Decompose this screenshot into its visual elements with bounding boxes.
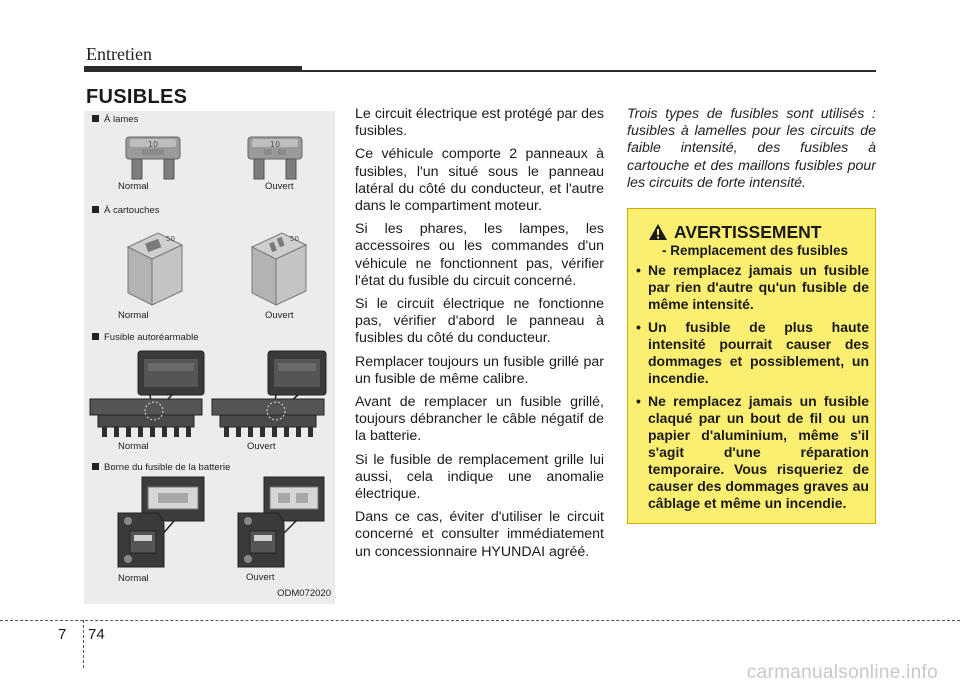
header-rule-thick xyxy=(84,66,302,72)
warning-item: • Ne remplacez jamais un fusible claqué par un bout de fil ou un papier d'aluminium, même s'il s'agit d'une réparation temporaire. Vous risqueriez de causer des dommages graves au câblage et même un incendie. xyxy=(636,393,869,511)
figure-code: ODM072020 xyxy=(277,588,331,599)
watermark-text: carmanualsonline.info xyxy=(746,662,938,683)
battery-fuse-open-image xyxy=(234,475,328,571)
body-paragraph: Dans ce cas, éviter d'utiliser le circuit concerné et consulter immédiatement un concessionnaire HYUNDAI agréé. xyxy=(355,509,604,560)
fuse-types-intro: Trois types de fusibles sont utilisés : fusibles à lamelles pour les circuits de faible intensité, des fusibles à cartouche et des maillons fusibles pour les circuits de forte intensité. xyxy=(627,106,876,191)
body-paragraph: Si les phares, les lampes, les accessoires ou les commandes d'un véhicule ne fonctionnent pas, vérifier l'état du fusible du circuit concerné. xyxy=(355,221,604,289)
label-normal: Normal xyxy=(118,181,149,192)
section-title: FUSIBLES xyxy=(86,86,188,108)
warning-triangle-icon xyxy=(648,223,668,241)
self-reset-fuse-normal-image xyxy=(88,349,206,439)
self-reset-fuse-open-image xyxy=(210,349,328,439)
body-paragraph: Avant de remplacer un fusible grillé, toujours débrancher le câble négatif de la batterie. xyxy=(355,394,604,445)
body-paragraph: Si le fusible de remplacement grille lui aussi, cela indique une anomalie électrique. xyxy=(355,451,604,503)
svg-text:50: 50 xyxy=(166,235,175,243)
chapter-number: 7 xyxy=(58,626,67,643)
label-normal: Normal xyxy=(118,441,149,452)
fuse-types-figure xyxy=(84,111,335,604)
cartridge-fuse-normal-image xyxy=(118,227,188,309)
body-paragraph: Si le circuit électrique ne fonctionne pas, vérifier d'abord le panneau à fusibles du côté du conducteur. xyxy=(355,296,604,347)
cartridge-fuse-open-image xyxy=(242,227,312,309)
label-open: Ouvert xyxy=(246,572,275,583)
header-rule-thin xyxy=(302,70,876,72)
caption-cartridge: À cartouches xyxy=(92,205,159,216)
body-paragraph: Remplacer toujours un fusible grillé par un fusible de même calibre. xyxy=(355,353,604,387)
blade-fuse-normal-image xyxy=(122,133,184,183)
label-open: Ouvert xyxy=(247,441,276,452)
caption-blade: À lames xyxy=(92,114,138,125)
warning-header xyxy=(648,221,821,243)
footer-divider xyxy=(83,620,84,668)
warning-list xyxy=(636,262,869,518)
svg-text:10: 10 xyxy=(147,140,159,149)
blade-fuse-open-image xyxy=(244,133,306,183)
warning-box xyxy=(627,208,876,524)
page-number: 74 xyxy=(88,626,105,643)
page-header-title: Entretien xyxy=(86,44,152,64)
label-normal: Normal xyxy=(118,573,149,584)
warning-item: • Un fusible de plus haute intensité pourrait causer des dommages et possiblement, un incendie. xyxy=(636,319,869,386)
body-paragraph: Le circuit électrique est protégé par des fusibles. xyxy=(355,106,604,140)
warning-subtitle: - Remplacement des fusibles xyxy=(662,243,849,258)
battery-fuse-normal-image xyxy=(114,475,208,571)
warning-item: • Ne remplacez jamais un fusible par rien d'autre qu'un fusible de même intensité. xyxy=(636,262,869,312)
label-normal: Normal xyxy=(118,310,149,321)
body-paragraph: Ce véhicule comporte 2 panneaux à fusibles, l'un situé sous le panneau latéral du côté du conducteur, et l'autre dans le compartiment moteur. xyxy=(355,146,604,215)
warning-title: AVERTISSEMENT xyxy=(674,221,822,242)
footer-rule xyxy=(0,620,960,621)
label-open: Ouvert xyxy=(265,310,294,321)
caption-self-reset: Fusible autoréarmable xyxy=(92,332,199,343)
svg-text:10: 10 xyxy=(269,140,281,149)
svg-text:50: 50 xyxy=(290,235,299,243)
body-text-column xyxy=(355,106,604,567)
label-open: Ouvert xyxy=(265,181,294,192)
caption-battery-terminal: Borne du fusible de la batterie xyxy=(92,462,230,473)
